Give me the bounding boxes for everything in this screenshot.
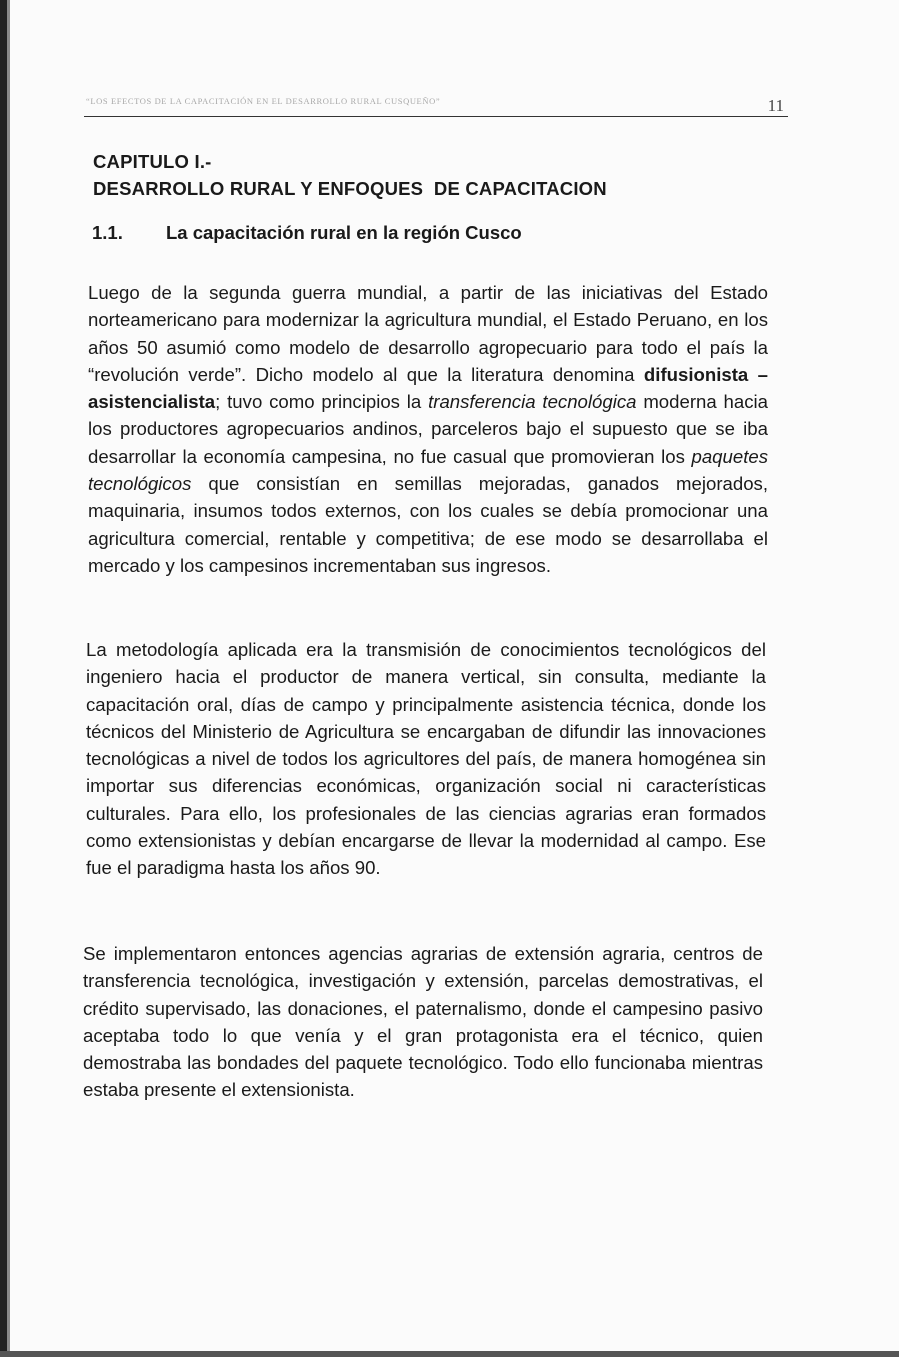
page-binding-edge (0, 0, 7, 1357)
p1-italic-term-1: transferencia tecnológica (428, 391, 637, 413)
page-number: 11 (767, 96, 784, 115)
chapter-heading (93, 148, 607, 202)
page-binding-shadow (7, 0, 10, 1357)
section-number: 1.1. (92, 222, 123, 243)
page-header (84, 92, 788, 118)
chapter-number: CAPITULO I.- (93, 151, 212, 172)
p1-text-3: moderna hacia los productores agropecuarios andinos, parceleros bajo el supuesto que se iba desarrollar la economía campesina, no fue casual que promovieran los (88, 391, 768, 467)
chapter-title: DESARROLLO RURAL Y ENFOQUES DE CAPACITACION (93, 178, 607, 199)
section-heading (92, 222, 522, 244)
p1-italic-term-2: paquetes tecnológicos (88, 445, 768, 495)
header-rule (84, 116, 788, 117)
running-title: “LOS EFECTOS DE LA CAPACITACIÓN EN EL DESARROLLO RURAL CUSQUEÑO” (86, 96, 441, 106)
p1-text-1: Luego de la segunda guerra mundial, a partir de las iniciativas del Estado norteamericano para modernizar la agricultura mundial, el Estado Peruano, en los años 50 asumió como modelo de desarrollo agropecuario para todo el país la “revolución verde”. Dicho modelo al que la literatura denomina (88, 282, 768, 385)
section-title: La capacitación rural en la región Cusco (166, 222, 522, 243)
paragraph-2: La metodología aplicada era la transmisión de conocimientos tecnológicos del ingeniero hacia el productor de manera vertical, sin consulta, mediante la capacitación oral, días de campo y principalmente asistencia técnica, donde los técnicos del Ministerio de Agricultura se encargaban de difundir las innovaciones tecnológicas a nivel de todos los agricultores del país, de manera homogénea sin importar sus diferencias económicas, organización social ni características culturales. Para ello, los profesionales de las ciencias agrarias eran formados como extensionistas y debían encargarse de llevar la modernidad al campo. Ese fue el paradigma hasta los años 90. (86, 639, 766, 879)
p1-bold-term: difusionista – asistencialista (88, 363, 768, 413)
p1-text-2: ; tuvo como principios la (215, 391, 429, 413)
p1-text-4: que consistían en semillas mejoradas, ganados mejorados, maquinaria, insumos todos externos, con los cuales se debía promocionar una agricultura comercial, rentable y competitiva; de ese modo se desarrollaba el mercado y los campesinos incrementaban sus ingresos. (88, 473, 768, 576)
paragraph-3: Se implementaron entonces agencias agrarias de extensión agraria, centros de transferencia tecnológica, investigación y extensión, parcelas demostrativas, el crédito supervisado, las donaciones, el paternalismo, donde el campesino pasivo aceptaba todo lo que venía y el gran protagonista era el técnico, quien demostraba las bondades del paquete tecnológico. Todo ello funcionaba mientras estaba presente el extensionista. (83, 943, 763, 1101)
paragraph-1 (88, 279, 768, 579)
page-bottom-edge (0, 1351, 899, 1357)
